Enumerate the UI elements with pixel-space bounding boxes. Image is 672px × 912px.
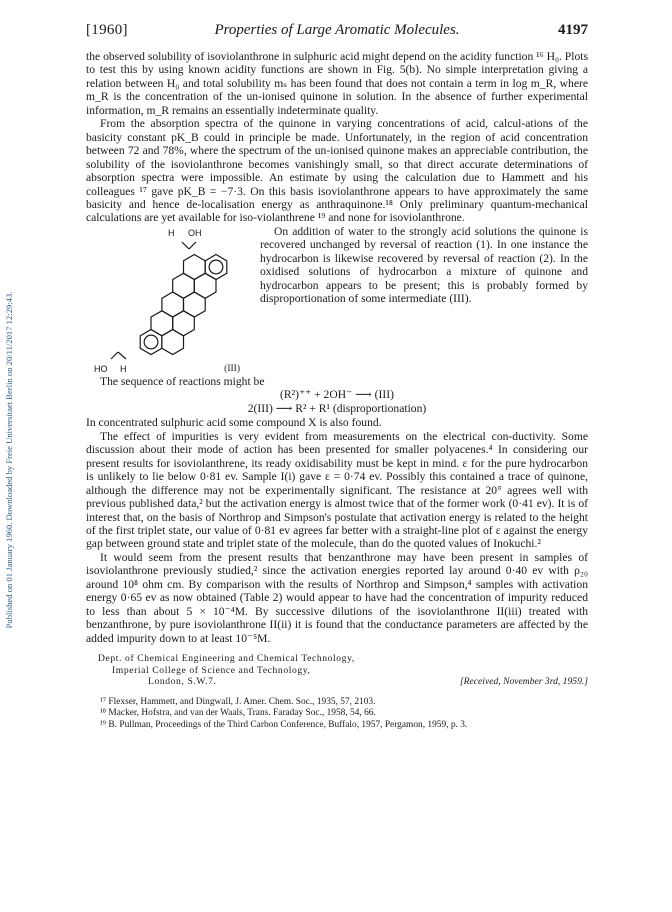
paragraph-5: In concentrated sulphuric acid some compound X is also found. xyxy=(86,416,382,430)
paragraph-2-text: From the absorption spectra of the quinone in varying concentrations of acid, calcul-ations of the basicity constant pK_B could in principle be made. Unfortunately, in the region of acid concentration between 72 and 78%, where the spectrum of the un-ionised quinone makes an appreciable contribution, the solubility of the isoviolanthrone becomes vanishingly small, so that direct accurate determinations of absorption spectra were impossible. An estimate by using the calculation due to Hammett and his colleagues ¹⁷ gave pK_B = −7·3. On this basis isoviolanthrone appears to have approximately the same basicity and hence de-localisation energy as anthraquinone.¹⁸ Only preliminary quantum-mechanical calculations are yet available for iso-violanthrene ¹⁹ and none for isoviolanthrone. xyxy=(86,117,588,225)
affiliation-college: Imperial College of Science and Technology, xyxy=(112,664,311,676)
substituent-bond xyxy=(189,242,196,249)
figure-label: (III) xyxy=(224,363,240,374)
reaction-scheme xyxy=(86,388,588,416)
substituent-h-top: H xyxy=(168,227,175,238)
substituent-bond xyxy=(182,242,189,249)
affiliation-department: Dept. of Chemical Engineering and Chemical Technology, xyxy=(98,653,355,665)
header-title: Properties of Large Aromatic Molecules. xyxy=(214,22,460,38)
isoviolanthrene-structure-drawing xyxy=(86,227,256,375)
received-date: [Received, November 3rd, 1959.] xyxy=(459,676,588,688)
benzene-ring xyxy=(162,329,184,354)
benzene-ring xyxy=(140,329,162,354)
reaction-line-1: (R²)⁺⁺ + 2OH⁻ ⟶ (III) xyxy=(280,388,394,402)
reaction-line-2: 2(III) ⟶ R² + R¹ (disproportionation) xyxy=(247,402,427,416)
paragraph-3: On addition of water to the strongly acid solutions the quinone is recovered unchanged by reversal of reaction (1). In one instance the hydrocarbon is likewise recovered by reversal of reaction (2). In the oxidised solutions of hydrocarbon a mixture of quinone and hydrocarbon appears to be present; this is probably formed by disproportionation of some intermediate (III). xyxy=(260,224,588,306)
affiliation-block xyxy=(86,653,588,688)
substituent-oh-top: OH xyxy=(188,227,202,238)
substituent-bond xyxy=(111,352,118,359)
structure-iii-figure xyxy=(86,227,256,375)
reference-17: ¹⁷ Flexser, Hammett, and Dingwall, J. Amer. Chem. Soc., 1935, 57, 2103. xyxy=(100,696,376,707)
substituent-ho-bottom: HO xyxy=(94,363,108,374)
affiliation-location xyxy=(86,676,588,688)
reference-18: ¹⁸ Macker, Hofstra, and van der Waals, Trans. Faraday Soc., 1958, 54, 66. xyxy=(100,708,376,719)
affiliation-city: London, S.W.7. xyxy=(148,676,217,688)
paragraph-1: the observed solubility of isoviolanthrone in sulphuric acid might depend on the acidity function ¹⁶ H₀. Plots to test this by using known acidity functions are shown in Fig. 5(b). No simple interpretation giving a relation between H₀ and total solubility mₛ has been found that does not contain a term in log m_R, where m_R is the concentration of the un-ionised quinone in solution. In the absence of further experimental information, m_R remains an essentially indeterminate quality. xyxy=(86,50,588,117)
references-list xyxy=(86,697,588,732)
aromatic-circle xyxy=(209,260,223,274)
substituent-bond xyxy=(118,352,126,359)
running-header xyxy=(86,22,588,44)
paragraph-7: It would seem from the present results that benzanthrone may have been present in samples of isoviolanthrone previously studied,² since the activation energies reported lay around 0·40 ev with ρ₂₀ around 10⁸ ohm cm. By comparison with the results of Northrop and Simpson,⁴ samples with activation energy 0·65 ev as now obtained (Table 2) would appear to have had the concentration of impurity reduced to less than about 5 × 10⁻⁴M. By successive dilutions of the isoviolanthrone II(iii) treated with benzanthrone, by pure isoviolanthrone II(ii) it is found that the conductance parameters are affected by the added impurity down to at least 10⁻⁵M. xyxy=(86,550,588,645)
download-watermark-text: Published on 01 January 1960. Downloaded by Freie Universitaet Berlin on 20/11/2017 12:29:43. xyxy=(4,291,14,629)
substituent-h-bottom: H xyxy=(120,363,127,374)
paragraph-2 xyxy=(86,117,588,225)
article-body xyxy=(86,50,588,731)
reference-19: ¹⁹ B. Pullman, Proceedings of the Third Carbon Conference, Buffalo, 1957, Pergamon, 1959, p. 3. xyxy=(100,719,468,730)
paragraph-4: The sequence of reactions might be xyxy=(100,374,265,388)
download-watermark xyxy=(2,140,16,780)
header-year: [1960] xyxy=(86,22,128,38)
header-page-number: 4197 xyxy=(558,22,588,38)
aromatic-circle xyxy=(144,335,158,349)
paragraph-6: The effect of impurities is very evident from measurements on the electrical con-ductivity. Some discussion about their mode of action has been presented for smaller polyacenes.⁴ In considering our present results for isoviolanthrene, its ready oxidisability must be kept in mind. ε for the pure hydrocarbon is unlikely to lie below 0·81 ev. Sample I(i) gave ε = 0·74 ev. Possibly this contained a trace of quinone, although the difference may not be experimentally significant. The resistance at 20° agrees well with previous published data,² but the activation energy is almost twice that of the former work (0·41 ev). It is of interest that, on the basis of Northrop and Simpson's postulate that activation energy is related to the height of the first triplet state, our value of 0·81 ev agrees far better with a straight-line plot of ε against the energy gap between ground state and triplet state of the molecule, than do the quoted values of Inokuchi.² xyxy=(86,429,588,551)
